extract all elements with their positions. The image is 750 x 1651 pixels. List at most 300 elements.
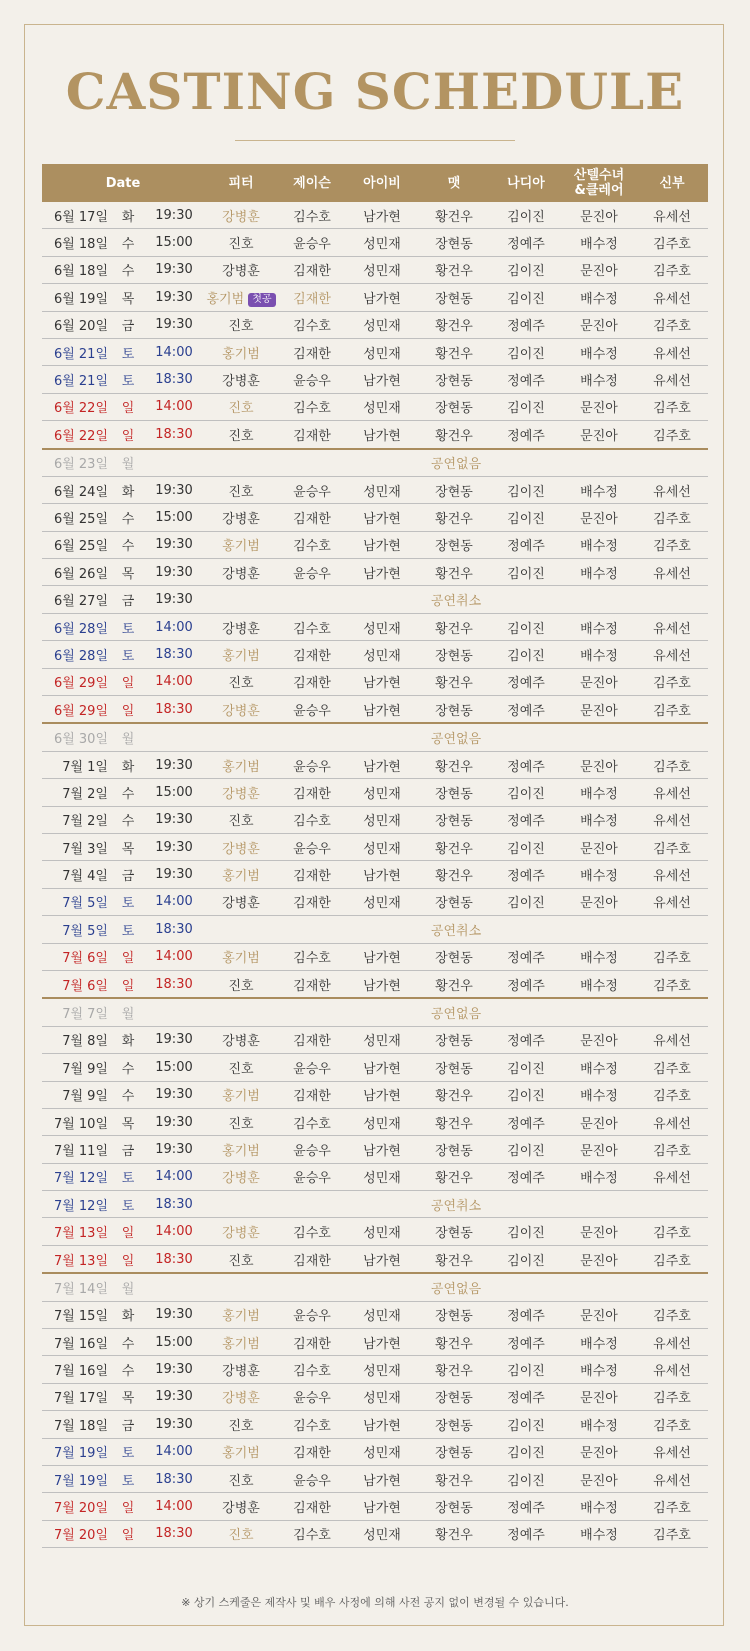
actor-name: 진호 [228, 1418, 254, 1434]
actor-name: 문진아 [580, 841, 618, 857]
cell-sister-claire [562, 1245, 636, 1273]
cell-time: 18:30 [144, 641, 204, 668]
actor-name: 배수정 [580, 814, 618, 830]
cell-date: 6월 21일 [42, 338, 112, 365]
cell-jason [278, 1108, 346, 1135]
actor-name: 황건우 [435, 1364, 473, 1380]
actor-name: 남가현 [363, 869, 401, 885]
cell-matt [418, 1245, 490, 1273]
cell-bride [636, 668, 708, 695]
actor-name: 문진아 [580, 1309, 618, 1325]
cell-time: 14:00 [144, 613, 204, 640]
actor-name: 유세선 [653, 374, 691, 390]
cell-matt [418, 696, 490, 724]
table-row [42, 1493, 708, 1520]
cell-matt [418, 1383, 490, 1410]
actor-name: 김이진 [507, 484, 545, 500]
actor-name: 김수호 [293, 814, 331, 830]
actor-name: 홍기범 [222, 648, 260, 664]
cell-jason [278, 943, 346, 970]
cell-ivy [346, 229, 418, 256]
cell-matt [418, 1411, 490, 1438]
actor-name: 정예주 [507, 374, 545, 390]
cell-date: 7월 14일 [42, 1273, 112, 1301]
cell-nadia [490, 504, 562, 531]
table-row [42, 1191, 708, 1218]
actor-name: 장현동 [435, 896, 473, 912]
actor-name: 김재한 [293, 1501, 331, 1517]
cell-nadia [490, 229, 562, 256]
actor-name: 남가현 [363, 703, 401, 719]
page-title: CASTING SCHEDULE [65, 62, 685, 121]
table-row [42, 421, 708, 449]
cell-date: 7월 5일 [42, 888, 112, 915]
actor-name: 강병훈 [222, 1171, 260, 1187]
actor-name: 남가현 [363, 209, 401, 225]
cell-time [144, 998, 204, 1026]
cell-sister-claire [562, 531, 636, 558]
actor-name: 김재한 [293, 1446, 331, 1462]
cell-bride [636, 1438, 708, 1465]
actor-name: 장현동 [435, 951, 473, 967]
cell-jason [278, 1438, 346, 1465]
cell-bride [636, 970, 708, 998]
actor-name: 배수정 [580, 786, 618, 802]
actor-name: 김이진 [507, 1089, 545, 1105]
actor-name: 장현동 [435, 1418, 473, 1434]
cell-peter [204, 311, 278, 338]
actor-name: 김이진 [507, 1226, 545, 1242]
actor-name: 김주호 [653, 539, 691, 555]
cell-nadia [490, 861, 562, 888]
cell-time: 19:30 [144, 1356, 204, 1383]
cell-peter [204, 833, 278, 860]
cell-weekday: 화 [112, 202, 144, 229]
cell-nadia [490, 256, 562, 283]
cell-matt [418, 366, 490, 393]
actor-name: 황건우 [435, 319, 473, 335]
cell-date: 6월 22일 [42, 421, 112, 449]
cell-matt [418, 1108, 490, 1135]
cell-ivy [346, 1026, 418, 1053]
cell-sister-claire [562, 311, 636, 338]
cell-bride [636, 1163, 708, 1190]
table-row [42, 1026, 708, 1053]
actor-name: 정예주 [507, 814, 545, 830]
table-row [42, 806, 708, 833]
actor-name: 문진아 [580, 1034, 618, 1050]
actor-name: 문진아 [580, 703, 618, 719]
actor-name: 배수정 [580, 1089, 618, 1105]
cell-sister-claire [562, 943, 636, 970]
cell-jason [278, 1026, 346, 1053]
cell-weekday: 토 [112, 641, 144, 668]
cell-weekday: 화 [112, 1026, 144, 1053]
actor-name: 윤승우 [293, 1473, 331, 1489]
cell-nadia [490, 202, 562, 229]
actor-name: 김재한 [293, 1034, 331, 1050]
actor-name: 배수정 [580, 484, 618, 500]
cell-peter [204, 888, 278, 915]
cell-note: 공연취소 [204, 586, 708, 613]
cell-matt [418, 1520, 490, 1547]
cell-bride [636, 338, 708, 365]
cell-nadia [490, 531, 562, 558]
actor-name: 성민재 [363, 237, 401, 253]
cell-bride [636, 1411, 708, 1438]
table-row [42, 1218, 708, 1245]
actor-name: 황건우 [435, 1116, 473, 1132]
cell-time: 15:00 [144, 229, 204, 256]
cell-ivy [346, 751, 418, 778]
actor-name: 정예주 [507, 703, 545, 719]
actor-name: 강병훈 [222, 1226, 260, 1242]
actor-name: 남가현 [363, 1473, 401, 1489]
actor-name: 황건우 [435, 978, 473, 994]
cell-bride [636, 256, 708, 283]
actor-name: 남가현 [363, 978, 401, 994]
actor-name: 윤승우 [293, 1391, 331, 1407]
cell-bride [636, 1493, 708, 1520]
cell-sister-claire [562, 1136, 636, 1163]
table-row [42, 696, 708, 724]
cell-sister-claire [562, 613, 636, 640]
actor-name: 문진아 [580, 1391, 618, 1407]
cell-peter [204, 970, 278, 998]
cell-ivy [346, 1245, 418, 1273]
cell-peter [204, 1081, 278, 1108]
cell-sister-claire [562, 1026, 636, 1053]
cell-matt [418, 970, 490, 998]
cell-time: 15:00 [144, 1329, 204, 1356]
actor-name: 성민재 [363, 1528, 401, 1544]
cell-nadia [490, 1383, 562, 1410]
cell-jason [278, 1245, 346, 1273]
cell-time: 19:30 [144, 1411, 204, 1438]
cell-ivy [346, 1383, 418, 1410]
actor-name: 남가현 [363, 1089, 401, 1105]
actor-name: 김수호 [293, 1528, 331, 1544]
actor-name: 김재한 [293, 648, 331, 664]
cell-date: 6월 25일 [42, 504, 112, 531]
cell-sister-claire [562, 202, 636, 229]
cell-date: 7월 19일 [42, 1465, 112, 1492]
actor-name: 성민재 [363, 401, 401, 417]
cell-jason [278, 1411, 346, 1438]
cell-ivy [346, 970, 418, 998]
actor-name: 강병훈 [222, 264, 260, 280]
actor-name: 배수정 [580, 621, 618, 637]
cell-note: 공연취소 [204, 916, 708, 943]
cell-matt [418, 202, 490, 229]
cell-weekday: 월 [112, 723, 144, 751]
cell-ivy [346, 1301, 418, 1328]
cell-weekday: 토 [112, 1163, 144, 1190]
actor-name: 성민재 [363, 896, 401, 912]
cell-date: 7월 19일 [42, 1438, 112, 1465]
cell-weekday: 화 [112, 1301, 144, 1328]
actor-name: 김주호 [653, 759, 691, 775]
header-sister-line2: &클레어 [574, 183, 624, 198]
actor-name: 문진아 [580, 676, 618, 692]
cell-jason [278, 641, 346, 668]
cell-time: 15:00 [144, 1054, 204, 1081]
cell-nadia [490, 1493, 562, 1520]
cell-nadia [490, 1026, 562, 1053]
header-matt: 맷 [418, 164, 490, 202]
table-row [42, 256, 708, 283]
actor-name: 김이진 [507, 1473, 545, 1489]
cell-date: 7월 1일 [42, 751, 112, 778]
actor-name: 성민재 [363, 1446, 401, 1462]
actor-name: 정예주 [507, 237, 545, 253]
cell-ivy [346, 1356, 418, 1383]
actor-name: 강병훈 [222, 703, 260, 719]
cell-peter [204, 1438, 278, 1465]
actor-name: 황건우 [435, 1171, 473, 1187]
cell-date: 7월 6일 [42, 970, 112, 998]
cell-weekday: 토 [112, 613, 144, 640]
cell-sister-claire [562, 1493, 636, 1520]
cell-sister-claire [562, 806, 636, 833]
actor-name: 장현동 [435, 539, 473, 555]
cell-bride [636, 833, 708, 860]
actor-name: 남가현 [363, 676, 401, 692]
cell-jason [278, 531, 346, 558]
cell-sister-claire [562, 1218, 636, 1245]
cell-matt [418, 861, 490, 888]
actor-name: 문진아 [580, 1473, 618, 1489]
actor-name: 문진아 [580, 1253, 618, 1269]
actor-name: 강병훈 [222, 1364, 260, 1380]
cell-time: 15:00 [144, 779, 204, 806]
cell-weekday: 수 [112, 1081, 144, 1108]
actor-name: 유세선 [653, 621, 691, 637]
cell-nadia [490, 696, 562, 724]
actor-name: 장현동 [435, 648, 473, 664]
cell-bride [636, 806, 708, 833]
actor-name: 진호 [228, 978, 254, 994]
cell-sister-claire [562, 1301, 636, 1328]
actor-name: 김재한 [293, 428, 331, 444]
actor-name: 정예주 [507, 676, 545, 692]
cell-ivy [346, 1218, 418, 1245]
cell-jason [278, 504, 346, 531]
cell-date: 7월 12일 [42, 1191, 112, 1218]
table-row [42, 833, 708, 860]
table-row [42, 476, 708, 503]
cell-sister-claire [562, 284, 636, 311]
actor-name: 김수호 [293, 319, 331, 335]
actor-name: 남가현 [363, 539, 401, 555]
header-peter: 피터 [204, 164, 278, 202]
cell-peter [204, 1329, 278, 1356]
cell-time: 18:30 [144, 366, 204, 393]
cell-jason [278, 1493, 346, 1520]
actor-name: 유세선 [653, 648, 691, 664]
actor-name: 김주호 [653, 951, 691, 967]
cell-weekday: 목 [112, 559, 144, 586]
table-row [42, 586, 708, 613]
cell-time: 19:30 [144, 531, 204, 558]
table-row [42, 393, 708, 420]
actor-name: 성민재 [363, 1309, 401, 1325]
cell-ivy [346, 1108, 418, 1135]
table-row [42, 504, 708, 531]
cell-weekday: 수 [112, 779, 144, 806]
cell-nadia [490, 1356, 562, 1383]
cell-weekday: 목 [112, 833, 144, 860]
table-row [42, 641, 708, 668]
actor-name: 황건우 [435, 1253, 473, 1269]
cell-bride [636, 504, 708, 531]
cell-jason [278, 970, 346, 998]
cell-weekday: 일 [112, 393, 144, 420]
table-row [42, 1273, 708, 1301]
cell-ivy [346, 861, 418, 888]
cell-nadia [490, 1054, 562, 1081]
cell-peter [204, 229, 278, 256]
actor-name: 정예주 [507, 869, 545, 885]
actor-name: 김이진 [507, 1364, 545, 1380]
first-show-badge: 첫공 [248, 293, 275, 307]
cell-ivy [346, 1136, 418, 1163]
cell-bride [636, 613, 708, 640]
actor-name: 윤승우 [293, 237, 331, 253]
cell-ivy [346, 1411, 418, 1438]
actor-name: 성민재 [363, 1034, 401, 1050]
actor-name: 정예주 [507, 539, 545, 555]
cell-sister-claire [562, 1054, 636, 1081]
cell-matt [418, 1136, 490, 1163]
cell-bride [636, 229, 708, 256]
actor-name: 유세선 [653, 1473, 691, 1489]
actor-name: 장현동 [435, 1309, 473, 1325]
actor-name: 배수정 [580, 869, 618, 885]
actor-name: 진호 [228, 428, 254, 444]
cell-weekday: 수 [112, 1054, 144, 1081]
cell-weekday: 금 [112, 586, 144, 613]
actor-name: 김수호 [293, 539, 331, 555]
cell-nadia [490, 1136, 562, 1163]
actor-name: 문진아 [580, 209, 618, 225]
cell-weekday: 토 [112, 888, 144, 915]
actor-name: 강병훈 [222, 786, 260, 802]
cell-matt [418, 1218, 490, 1245]
cell-nadia [490, 1411, 562, 1438]
cell-matt [418, 613, 490, 640]
table-row [42, 1245, 708, 1273]
actor-name: 정예주 [507, 428, 545, 444]
cell-bride [636, 421, 708, 449]
cell-matt [418, 393, 490, 420]
cell-sister-claire [562, 1356, 636, 1383]
cell-nadia [490, 476, 562, 503]
cell-weekday: 수 [112, 531, 144, 558]
cell-peter [204, 504, 278, 531]
cell-peter [204, 366, 278, 393]
cell-jason [278, 1054, 346, 1081]
cell-peter [204, 806, 278, 833]
cell-ivy [346, 1520, 418, 1547]
cell-date: 7월 12일 [42, 1163, 112, 1190]
header-sister-claire [562, 164, 636, 202]
cell-weekday: 목 [112, 1108, 144, 1135]
header-ivy: 아이비 [346, 164, 418, 202]
cell-matt [418, 229, 490, 256]
actor-name: 윤승우 [293, 566, 331, 582]
actor-name: 윤승우 [293, 1171, 331, 1187]
actor-name: 김재한 [293, 264, 331, 280]
cell-time: 19:30 [144, 806, 204, 833]
actor-name: 김주호 [653, 703, 691, 719]
actor-name: 김주호 [653, 1391, 691, 1407]
cell-time: 14:00 [144, 393, 204, 420]
cell-bride [636, 1054, 708, 1081]
header-bride: 신부 [636, 164, 708, 202]
actor-name: 김주호 [653, 1501, 691, 1517]
cell-matt [418, 1438, 490, 1465]
cell-ivy [346, 476, 418, 503]
cell-peter [204, 1218, 278, 1245]
cell-matt [418, 1465, 490, 1492]
cell-peter [204, 1301, 278, 1328]
cell-bride [636, 1383, 708, 1410]
cell-peter [204, 531, 278, 558]
cell-peter [204, 1136, 278, 1163]
cell-time: 19:30 [144, 833, 204, 860]
cell-weekday: 수 [112, 256, 144, 283]
actor-name: 김재한 [293, 869, 331, 885]
actor-name: 성민재 [363, 1391, 401, 1407]
actor-name: 김재한 [293, 1336, 331, 1352]
cell-weekday: 화 [112, 751, 144, 778]
actor-name: 김수호 [293, 1116, 331, 1132]
cell-jason [278, 1081, 346, 1108]
actor-name: 김재한 [293, 291, 331, 307]
actor-name: 성민재 [363, 319, 401, 335]
actor-name: 강병훈 [222, 621, 260, 637]
actor-name: 문진아 [580, 428, 618, 444]
actor-name: 문진아 [580, 1226, 618, 1242]
actor-name: 홍기범 [222, 1309, 260, 1325]
actor-name: 남가현 [363, 1253, 401, 1269]
cell-jason [278, 202, 346, 229]
cell-jason [278, 806, 346, 833]
cell-matt [418, 256, 490, 283]
cell-time [144, 449, 204, 477]
cell-nadia [490, 284, 562, 311]
actor-name: 유세선 [653, 566, 691, 582]
cell-time: 19:30 [144, 1383, 204, 1410]
cell-time: 19:30 [144, 311, 204, 338]
cell-date: 6월 29일 [42, 668, 112, 695]
actor-name: 김이진 [507, 209, 545, 225]
actor-name: 강병훈 [222, 566, 260, 582]
actor-name: 진호 [228, 484, 254, 500]
cell-sister-claire [562, 779, 636, 806]
cell-weekday: 일 [112, 696, 144, 724]
cell-sister-claire [562, 1383, 636, 1410]
cell-matt [418, 668, 490, 695]
actor-name: 남가현 [363, 566, 401, 582]
cell-peter [204, 1465, 278, 1492]
cell-time: 19:30 [144, 1108, 204, 1135]
cell-date: 7월 7일 [42, 998, 112, 1026]
cell-ivy [346, 696, 418, 724]
table-row [42, 970, 708, 998]
actor-name: 김수호 [293, 1226, 331, 1242]
